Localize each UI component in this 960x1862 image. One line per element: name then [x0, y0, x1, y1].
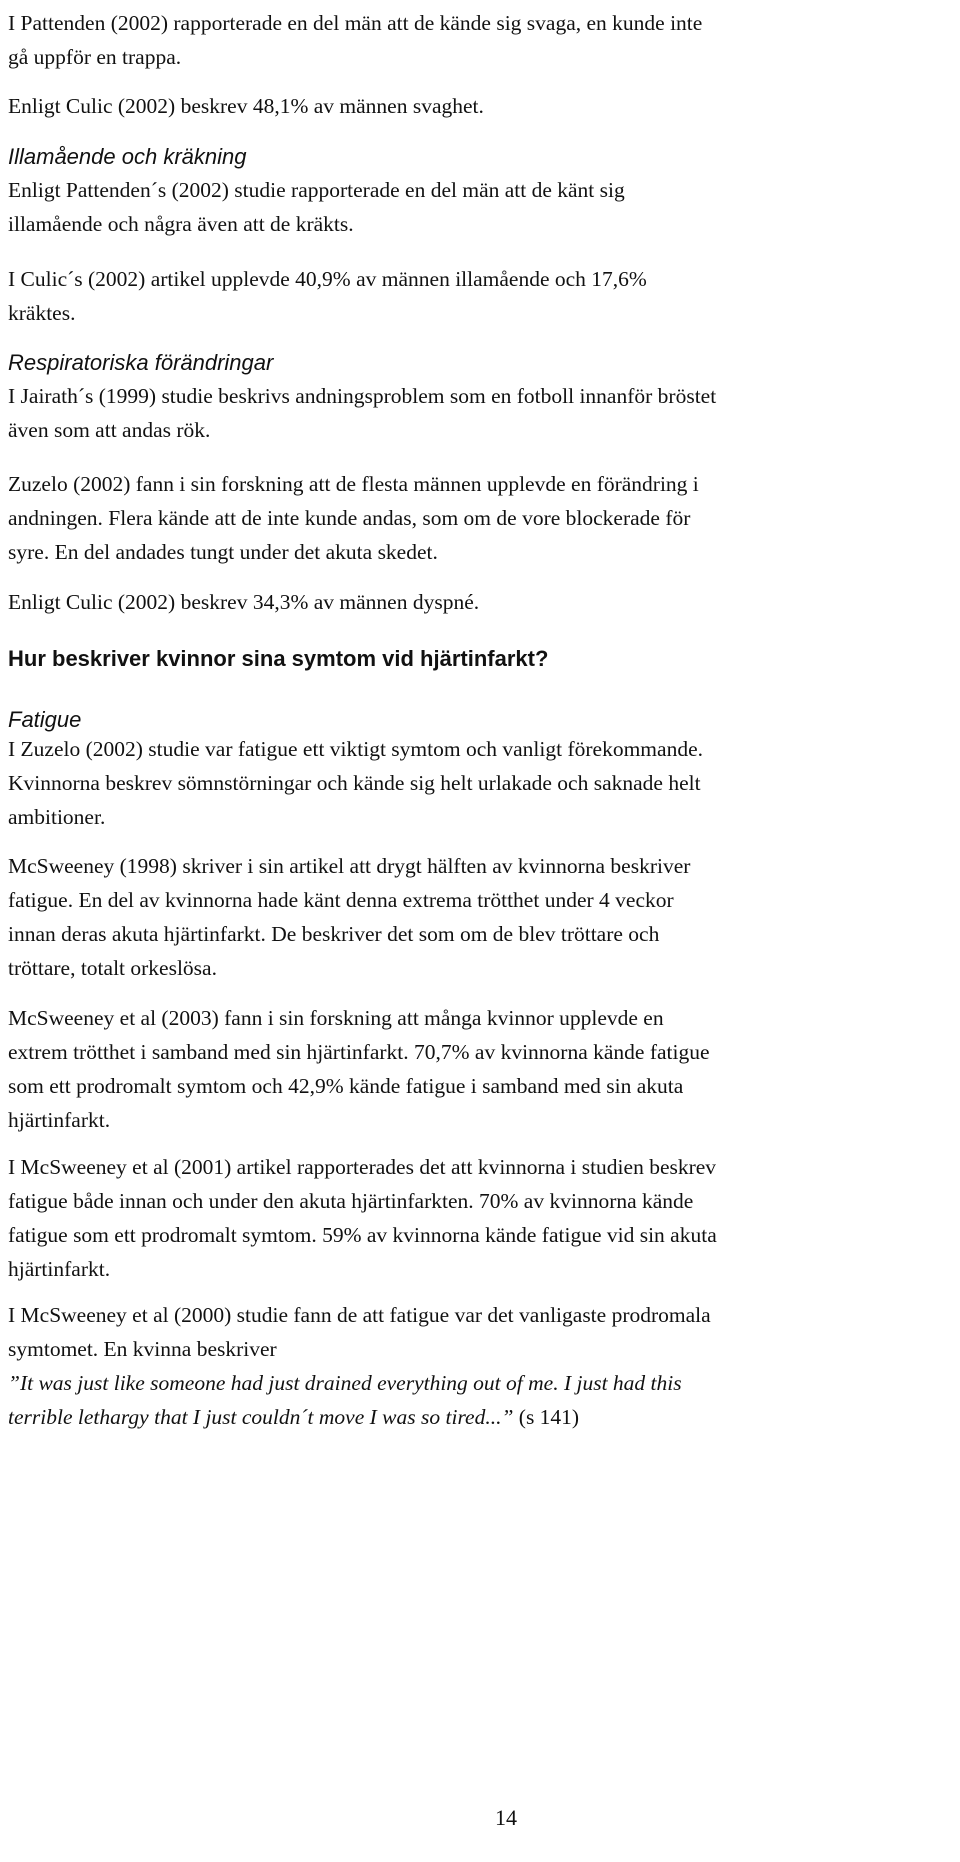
- paragraph: [8, 173, 953, 241]
- paragraph: [8, 849, 953, 985]
- text-line: även som att andas rök.: [8, 418, 211, 442]
- paragraph: [8, 262, 953, 330]
- text-line: tröttare, totalt orkeslösa.: [8, 956, 217, 980]
- page-number: 14: [495, 1805, 517, 1830]
- text-line: I Zuzelo (2002) studie var fatigue ett viktigt symtom och vanligt förekommande.: [8, 737, 703, 761]
- text-line: I McSweeney et al (2001) artikel rapporterades det att kvinnorna i studien beskrev: [8, 1155, 717, 1179]
- text-line: I Culic´s (2002) artikel upplevde 40,9% av männen illamående och 17,6%: [8, 267, 647, 291]
- text-line: hjärtinfarkt.: [8, 1257, 111, 1281]
- text-line: innan deras akuta hjärtinfarkt. De beskriver det som om de blev tröttare och: [8, 922, 660, 946]
- text-line: Enligt Culic (2002) beskrev 34,3% av männen dyspné.: [8, 590, 480, 614]
- paragraph: [8, 467, 953, 569]
- text-line: som ett prodromalt symtom och 42,9% kände fatigue i samband med sin akuta: [8, 1074, 684, 1098]
- section-heading-kvinnor: Hur beskriver kvinnor sina symtom vid hjärtinfarkt?: [8, 646, 549, 671]
- paragraph: [8, 1298, 953, 1434]
- paragraph: [8, 89, 953, 123]
- section-heading-respiratoriska: Respiratoriska förändringar: [8, 350, 274, 375]
- quote-reference: (s 141): [513, 1405, 580, 1429]
- section-heading-illamaende: Illamående och kräkning: [8, 144, 247, 169]
- text-line: fatigue. En del av kvinnorna hade känt denna extrema trötthet under 4 veckor: [8, 888, 674, 912]
- text-line: I Jairath´s (1999) studie beskrivs andningsproblem som en fotboll innanför bröstet: [8, 384, 717, 408]
- text-line: fatigue både innan och under den akuta hjärtinfarkten. 70% av kvinnorna kände: [8, 1189, 694, 1213]
- paragraph: [8, 6, 953, 74]
- text-line: fatigue som ett prodromalt symtom. 59% av kvinnorna kände fatigue vid sin akuta: [8, 1223, 717, 1247]
- section-heading-fatigue: Fatigue: [8, 707, 82, 732]
- paragraph: [8, 379, 953, 447]
- text-line: McSweeney (1998) skriver i sin artikel att drygt hälften av kvinnorna beskriver: [8, 854, 691, 878]
- paragraph: [8, 585, 953, 619]
- text-line: illamående och några även att de kräkts.: [8, 212, 354, 236]
- text-line: Kvinnorna beskrev sömnstörningar och kände sig helt urlakade och saknade helt: [8, 771, 701, 795]
- text-line: syre. En del andades tungt under det akuta skedet.: [8, 540, 438, 564]
- text-line: I McSweeney et al (2000) studie fann de att fatigue var det vanligaste prodromala: [8, 1303, 711, 1327]
- text-line: gå uppför en trappa.: [8, 45, 182, 69]
- quote-line: ”It was just like someone had just drained everything out of me. I just had this: [8, 1371, 682, 1395]
- text-line: kräktes.: [8, 301, 76, 325]
- text-line: hjärtinfarkt.: [8, 1108, 111, 1132]
- text-line: ambitioner.: [8, 805, 106, 829]
- paragraph: [8, 1001, 953, 1137]
- quote-text: terrible lethargy that I just couldn´t move I was so tired...”: [8, 1405, 514, 1429]
- text-line: andningen. Flera kände att de inte kunde andas, som om de vore blockerade för: [8, 506, 691, 530]
- text-line: Enligt Pattenden´s (2002) studie rapporterade en del män att de känt sig: [8, 178, 625, 202]
- text-line: McSweeney et al (2003) fann i sin forskning att många kvinnor upplevde en: [8, 1006, 664, 1030]
- paragraph: [8, 1150, 953, 1286]
- text-line: Enligt Culic (2002) beskrev 48,1% av männen svaghet.: [8, 94, 484, 118]
- text-line: I Pattenden (2002) rapporterade en del män att de kände sig svaga, en kunde inte: [8, 11, 703, 35]
- quote-last-line: [8, 1400, 953, 1434]
- text-line: Zuzelo (2002) fann i sin forskning att de flesta männen upplevde en förändring i: [8, 472, 699, 496]
- paragraph: [8, 732, 953, 834]
- text-line: extrem trötthet i samband med sin hjärtinfarkt. 70,7% av kvinnorna kände fatigue: [8, 1040, 710, 1064]
- text-line: symtomet. En kvinna beskriver: [8, 1337, 277, 1361]
